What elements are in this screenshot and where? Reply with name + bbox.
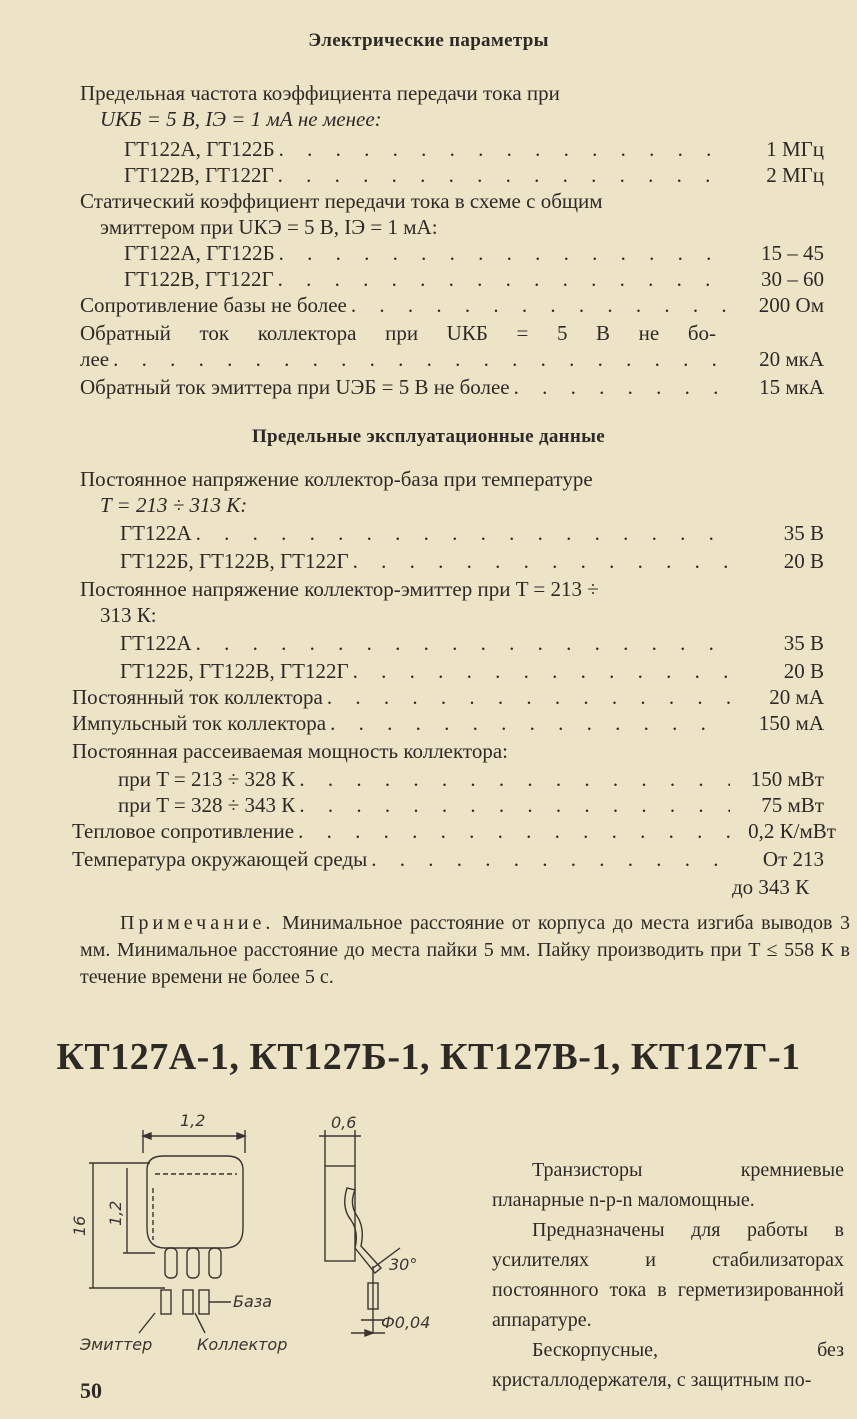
param-row: ГТ122А . . . 35 В xyxy=(120,630,824,656)
param-row: ГТ122В, ГТ122Г . . . 2 МГц xyxy=(124,162,824,188)
note-text: Минимальное расстояние от корпуса до места изгиба выводов 3 мм. Минимальное расстояние до места пайки 5 мм. Пайку производить при T ≤ 558 К в течение времени не более 5 с. xyxy=(80,912,850,988)
param-line: Обратный ток коллектора при UКБ = 5 В не бо- xyxy=(80,321,716,345)
diameter-label: Ф0,04 xyxy=(381,1313,431,1332)
param-row: ГТ122Б, ГТ122В, ГТ122Г . . . 20 В xyxy=(120,548,824,574)
param-row: Сопротивление базы не более . . . 200 Ом xyxy=(80,292,824,318)
base-label: База xyxy=(233,1292,273,1311)
param-row: при T = 328 ÷ 343 К . . . 75 мВт xyxy=(118,792,824,818)
param-row: ГТ122А . . . 35 В xyxy=(120,520,824,546)
section-title: КТ127А-1, КТ127Б-1, КТ127В-1, КТ127Г-1 xyxy=(56,1036,801,1078)
description-paragraph: Предназначены для работы в усилителях и стабилизаторах постоянного тока в герметизированной аппаратуре. xyxy=(492,1219,844,1331)
param-row: Тепловое сопротивление . . . 0,2 К/мВт xyxy=(72,818,836,844)
angle-label: 30° xyxy=(389,1255,418,1274)
param-row: Температура окружающей среды . . . От 213 xyxy=(72,846,824,872)
note-label: Примечание. xyxy=(120,912,275,934)
param-line: до 343 К xyxy=(732,875,810,899)
param-row: ГТ122А, ГТ122Б . . . 1 МГц xyxy=(124,136,824,162)
param-line: Предельная частота коэффициента передачи тока при xyxy=(80,81,560,105)
param-line: Статический коэффициент передачи тока в схеме с общим xyxy=(80,189,603,213)
param-row: Обратный ток эмиттера при UЭБ = 5 В не более . . . 15 мкА xyxy=(80,374,824,400)
description-paragraph: Бескорпусные, без кристаллодержателя, с защитным по- xyxy=(492,1339,844,1391)
section-heading-electrical: Электрические параметры xyxy=(308,30,549,51)
param-line: 313 К: xyxy=(100,603,157,627)
transistor-dimension-drawing xyxy=(55,1108,455,1358)
param-line: UКБ = 5 В, IЭ = 1 мА не менее: xyxy=(100,107,382,131)
param-line: Постоянное напряжение коллектор-база при температуре xyxy=(80,467,593,491)
page-number: 50 xyxy=(80,1378,102,1403)
dim-total-height-label: 16 xyxy=(70,1215,89,1236)
param-row: ГТ122А, ГТ122Б . . . 15 – 45 xyxy=(124,240,824,266)
param-row: ГТ122В, ГТ122Г . . . 30 – 60 xyxy=(124,266,824,292)
param-line: Постоянная рассеиваемая мощность коллектора: xyxy=(72,739,508,763)
param-row: ГТ122Б, ГТ122В, ГТ122Г . . . 20 В xyxy=(120,658,824,684)
collector-label: Коллектор xyxy=(197,1335,288,1354)
emitter-label: Эмиттер xyxy=(80,1335,153,1354)
description-block xyxy=(492,1155,844,1395)
section-heading-limits: Предельные эксплуатационные данные xyxy=(251,426,606,447)
param-line: Постоянное напряжение коллектор-эмиттер при T = 213 ÷ xyxy=(80,577,599,601)
param-row: при T = 213 ÷ 328 К . . . 150 мВт xyxy=(118,766,824,792)
param-line: эмиттером при UКЭ = 5 В, IЭ = 1 мА: xyxy=(100,215,438,239)
note-paragraph xyxy=(80,910,850,991)
description-paragraph: Транзисторы кремниевые планарные n-p-n маломощные. xyxy=(492,1159,844,1211)
dim-side-label: 0,6 xyxy=(331,1113,357,1132)
param-row: Импульсный ток коллектора . . . 150 мА xyxy=(72,710,824,736)
param-row: лее . . . 20 мкА xyxy=(80,346,824,372)
dim-width-label: 1,2 xyxy=(180,1111,206,1130)
dim-inner-height-label: 1,2 xyxy=(106,1200,125,1226)
param-row: Постоянный ток коллектора . . . 20 мА xyxy=(72,684,824,710)
param-line: T = 213 ÷ 313 К: xyxy=(100,493,248,517)
